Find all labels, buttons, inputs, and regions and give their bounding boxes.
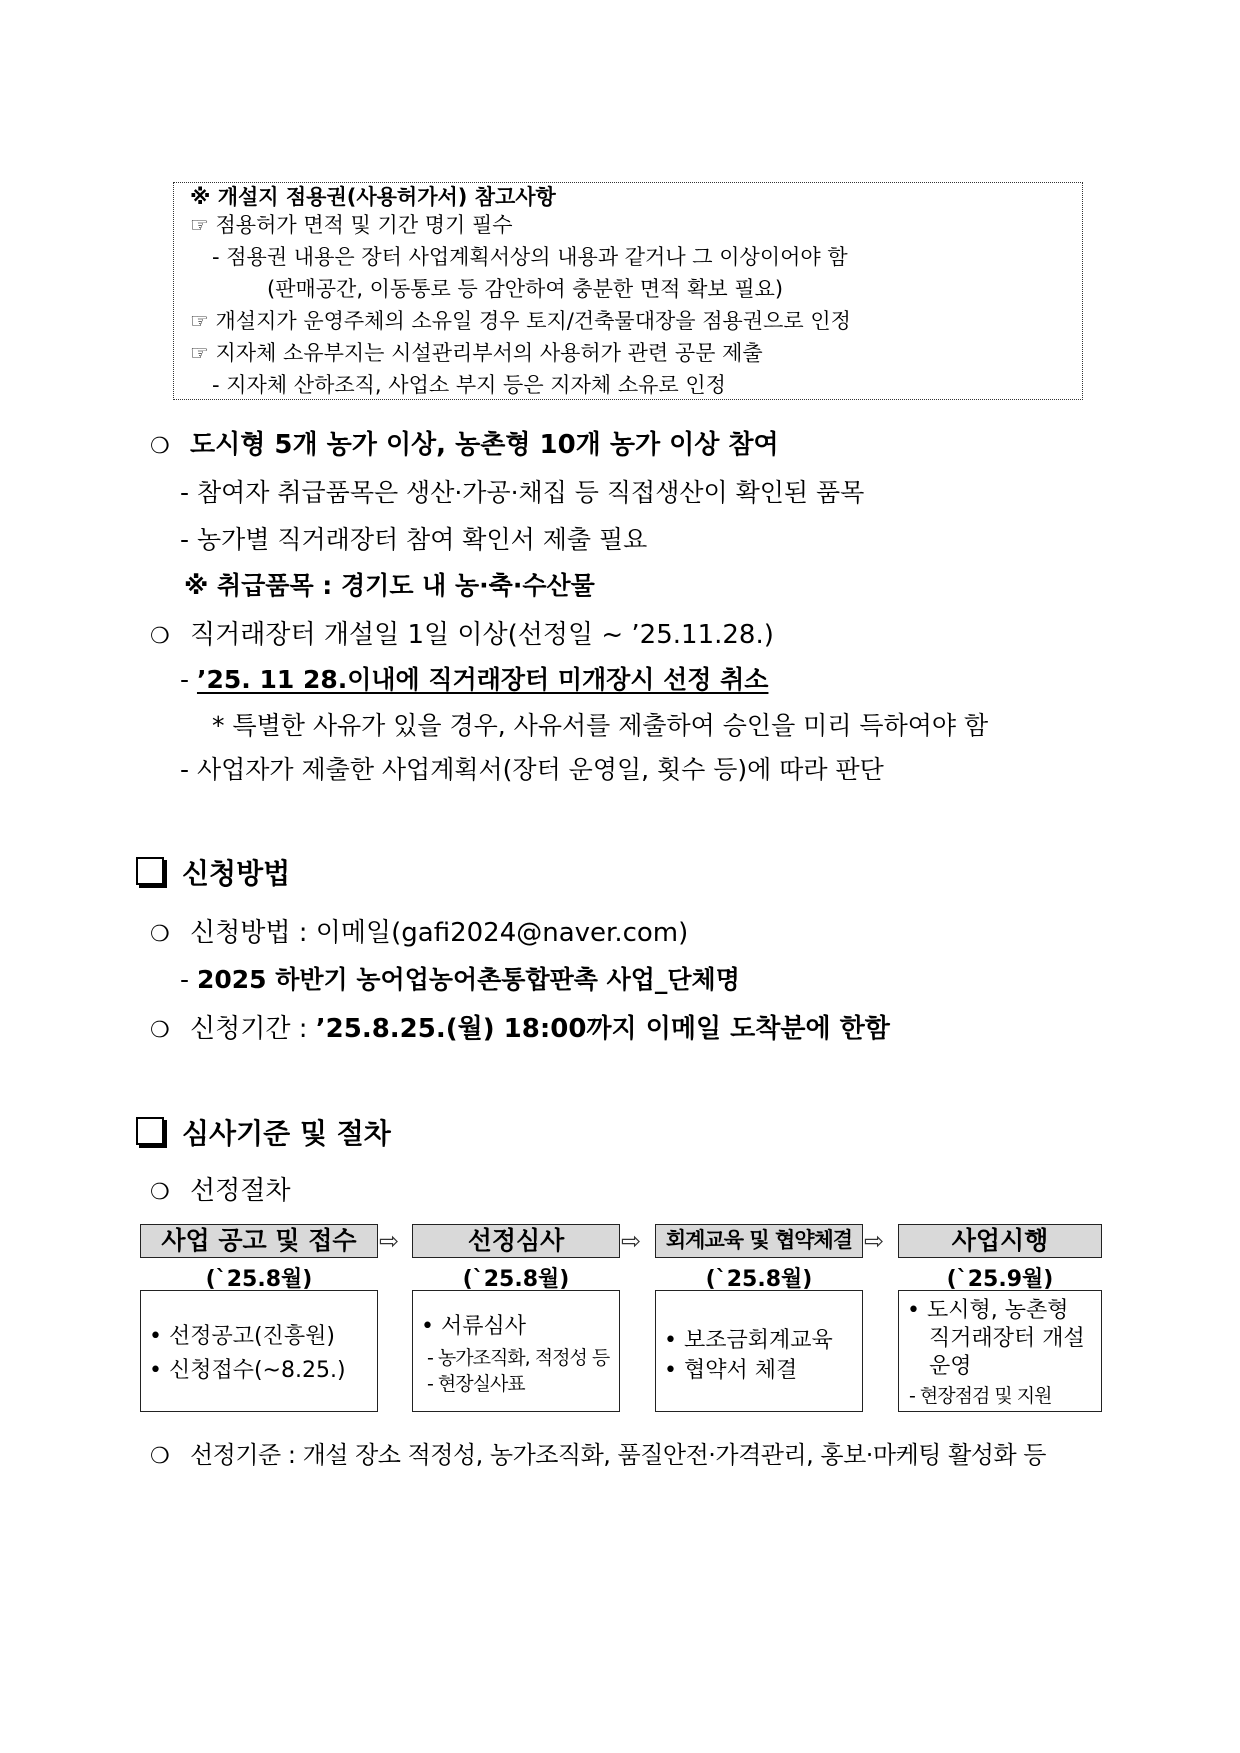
apply-method-line: [150, 912, 688, 949]
detail-line: • 서류심사: [421, 1314, 526, 1339]
dash: -: [180, 965, 197, 994]
stage-title: 회계교육 및 협약체결: [655, 1224, 863, 1258]
detail-line: 운영: [929, 1354, 972, 1379]
participation-sub: - 농가별 직거래장터 참여 확인서 제출 필요: [180, 525, 648, 554]
circle-bullet: ❍: [150, 434, 170, 459]
circle-bullet: ❍: [150, 922, 170, 947]
participation-text: 도시형 5개 농가 이상, 농촌형 10개 농가 이상 참여: [190, 430, 779, 460]
circle-bullet: ❍: [150, 1180, 170, 1205]
opening-cancel-line: [180, 660, 768, 696]
notice-item: ☞ 개설지가 운영주체의 소유일 경우 토지/건축물대장을 점용권으로 인정: [190, 309, 851, 333]
stage-period: (`25.8월): [462, 1267, 570, 1292]
arrow-right-icon: ⇨: [621, 1227, 642, 1255]
detail-line: • 신청접수(~8.25.): [149, 1358, 346, 1383]
period-label: 신청기간 :: [190, 1014, 316, 1044]
detail-line: - 현장실사표: [427, 1373, 525, 1395]
opening-text: 직거래장터 개설일 1일 이상(선정일 ~ ’25.11.28.): [190, 620, 774, 650]
square-bullet-icon: [136, 857, 164, 885]
stage-title: 선정심사: [412, 1224, 620, 1258]
method-label: 신청방법 :: [190, 918, 316, 948]
notice-item: - 지자체 산하조직, 사업소 부지 등은 지자체 소유로 인정: [212, 373, 726, 397]
detail-line: 직거래장터 개설: [929, 1326, 1085, 1351]
apply-heading: 신청방법: [182, 857, 291, 890]
email-subject-line: [180, 960, 740, 996]
detail-line: • 도시형, 농촌형: [907, 1298, 1069, 1323]
stage-title: 사업 공고 및 접수: [140, 1224, 378, 1258]
participation-sub: - 참여자 취급품목은 생산·가공·채집 등 직접생산이 확인된 품목: [180, 478, 865, 507]
notice-item: ☞ 지자체 소유부지는 시설관리부서의 사용허가 관련 공문 제출: [190, 341, 763, 365]
stage-detail-box: [655, 1290, 863, 1412]
detail-line: - 농가조직화, 적정성 등: [427, 1347, 610, 1369]
circle-bullet: ❍: [150, 1444, 170, 1469]
dash: -: [180, 665, 197, 694]
stage-title: 사업시행: [898, 1224, 1102, 1258]
email-address: 이메일(gafi2024@naver.com): [315, 918, 689, 948]
arrow-right-icon: ⇨: [379, 1227, 400, 1255]
criteria-line: [150, 1435, 1046, 1470]
stage-detail-box: [412, 1290, 620, 1412]
stage-period: (`25.8월): [205, 1267, 313, 1292]
procedure-label: 선정절차: [190, 1176, 291, 1206]
detail-line: - 현장점검 및 지원: [909, 1385, 1052, 1407]
detail-line: • 보조금회계교육: [664, 1328, 833, 1353]
circle-bullet: ❍: [150, 624, 170, 649]
arrow-right-icon: ⇨: [864, 1227, 885, 1255]
stage-period: (`25.8월): [705, 1267, 813, 1292]
review-heading: 심사기준 및 절차: [182, 1117, 391, 1150]
opening-line: [150, 614, 774, 651]
stage-detail-box: [898, 1290, 1102, 1412]
procedure-line: [150, 1170, 290, 1207]
cancel-condition: ’25. 11 28.이내에 직거래장터 미개장시 선정 취소: [196, 665, 769, 694]
notice-box: [173, 182, 1083, 400]
notice-title: ※ 개설지 점용권(사용허가서) 참고사항: [190, 185, 556, 209]
notice-item: (판매공간, 이동통로 등 감안하여 충분한 면적 확보 필요): [267, 277, 784, 301]
detail-line: • 협약서 체결: [664, 1358, 798, 1383]
notice-item: - 점용권 내용은 장터 사업계획서상의 내용과 같거나 그 이상이어야 함: [212, 245, 848, 269]
detail-line: • 선정공고(진흥원): [149, 1324, 335, 1349]
criteria-text: 선정기준 : 개설 장소 적정성, 농가조직화, 품질안전·가격관리, 홍보·마케팅 활성화 등: [190, 1441, 1046, 1469]
stage-detail-box: [140, 1290, 378, 1412]
participation-heading: [150, 424, 779, 461]
email-subject: 2025 하반기 농어업농어촌통합판촉 사업_단체명: [196, 965, 740, 994]
asterisk-note: * 특별한 사유가 있을 경우, 사유서를 제출하여 승인을 미리 득하여야 함: [212, 711, 989, 740]
stage-period: (`25.9월): [946, 1267, 1054, 1292]
apply-period-line: [150, 1008, 890, 1045]
opening-sub: - 사업자가 제출한 사업계획서(장터 운영일, 횟수 등)에 따라 판단: [180, 755, 884, 784]
circle-bullet: ❍: [150, 1018, 170, 1043]
notice-item: ☞ 점용허가 면적 및 기간 명기 필수: [190, 213, 513, 237]
square-bullet-icon: [136, 1117, 164, 1145]
apply-deadline: ’25.8.25.(월) 18:00까지 이메일 도착분에 한함: [315, 1014, 890, 1044]
items-note: ※ 취급품목 : 경기도 내 농·축·수산물: [184, 571, 595, 600]
